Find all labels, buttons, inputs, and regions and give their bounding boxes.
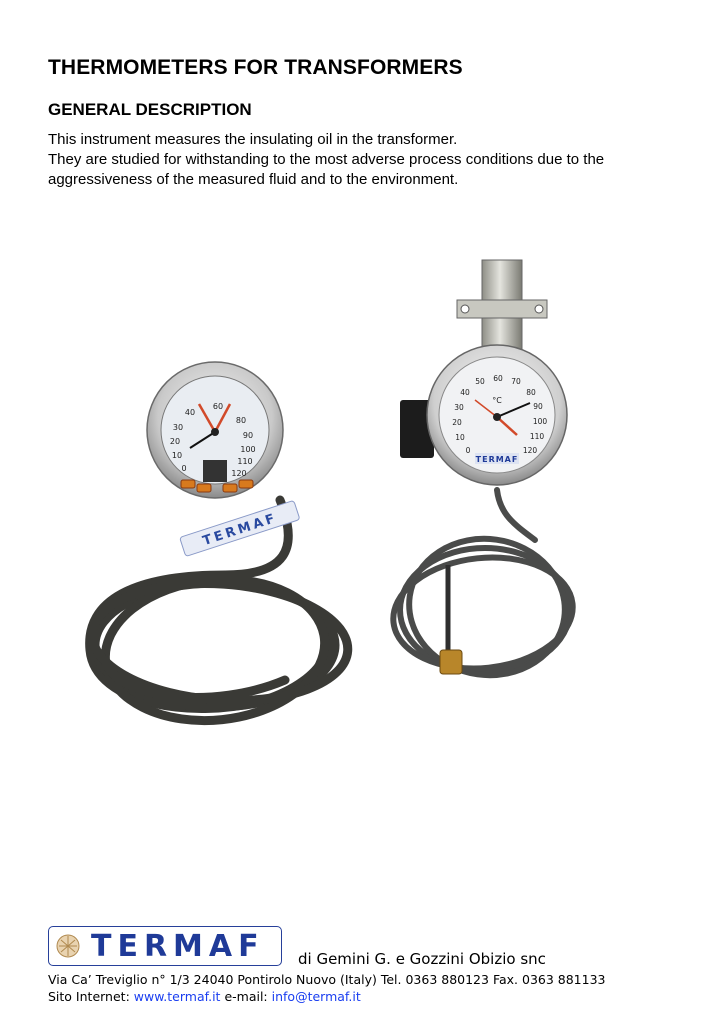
company-logo — [48, 926, 282, 966]
dial-number: 90 — [242, 431, 254, 440]
website-label: Sito Internet: — [48, 989, 130, 1004]
dial-number: 80 — [235, 416, 247, 425]
dial-number: 90 — [533, 402, 543, 411]
thermometer-contacts-photo — [75, 360, 365, 740]
company-line: di Gemini G. e Gozzini Obizio snc — [298, 950, 546, 968]
address-line: Via Ca’ Treviglio n° 1/3 24040 Pontirolo Nuovo (Italy) Tel. 0363 880123 Fax. 0363 881133 — [48, 972, 606, 987]
dial-number: 40 — [460, 388, 470, 397]
watermark-text: TERMAF — [200, 510, 280, 550]
dial-number: 120 — [231, 469, 247, 478]
description-line: They are studied for withstanding to the most adverse process conditions due to the — [48, 151, 605, 168]
website-link[interactable]: www.termaf.it — [133, 989, 221, 1004]
dial-number: 20 — [169, 437, 181, 446]
dial-number: 10 — [455, 433, 465, 442]
dial-number: 30 — [454, 403, 464, 412]
page-title: THERMOMETERS FOR TRANSFORMERS — [48, 56, 463, 80]
section-heading: GENERAL DESCRIPTION — [48, 100, 252, 120]
dial-number: 110 — [237, 457, 253, 466]
logo-text: TERMAF — [91, 928, 265, 964]
email-link[interactable]: info@termaf.it — [271, 989, 361, 1004]
dial-number: 110 — [529, 432, 545, 441]
dial-brand: TERMAF — [475, 455, 519, 464]
dial-number: 100 — [240, 445, 256, 454]
ball-logo-icon — [55, 933, 81, 959]
dial-number: 0 — [181, 464, 187, 473]
description-line: aggressiveness of the measured fluid and to the environment. — [48, 171, 459, 188]
description-paragraph — [48, 130, 708, 190]
dial-unit: °C — [492, 396, 502, 405]
dial-number: 40 — [184, 408, 196, 417]
email-label: e-mail: — [224, 989, 268, 1004]
dial-number: 0 — [465, 446, 471, 455]
dial-number: 10 — [171, 451, 183, 460]
contact-line — [48, 989, 361, 1004]
dial-number: 60 — [493, 374, 503, 383]
dial-number: 20 — [452, 418, 462, 427]
dial-number: 50 — [475, 377, 485, 386]
description-line: This instrument measures the insulating oil in the transformer. — [48, 131, 458, 148]
dial-number: 60 — [212, 402, 224, 411]
dial-number: 70 — [511, 377, 521, 386]
dial-number: 30 — [172, 423, 184, 432]
dial-number: 80 — [526, 388, 536, 397]
dial-number: 100 — [532, 417, 548, 426]
dial-number: 120 — [522, 446, 538, 455]
thermometer-pocket-photo — [385, 255, 590, 715]
